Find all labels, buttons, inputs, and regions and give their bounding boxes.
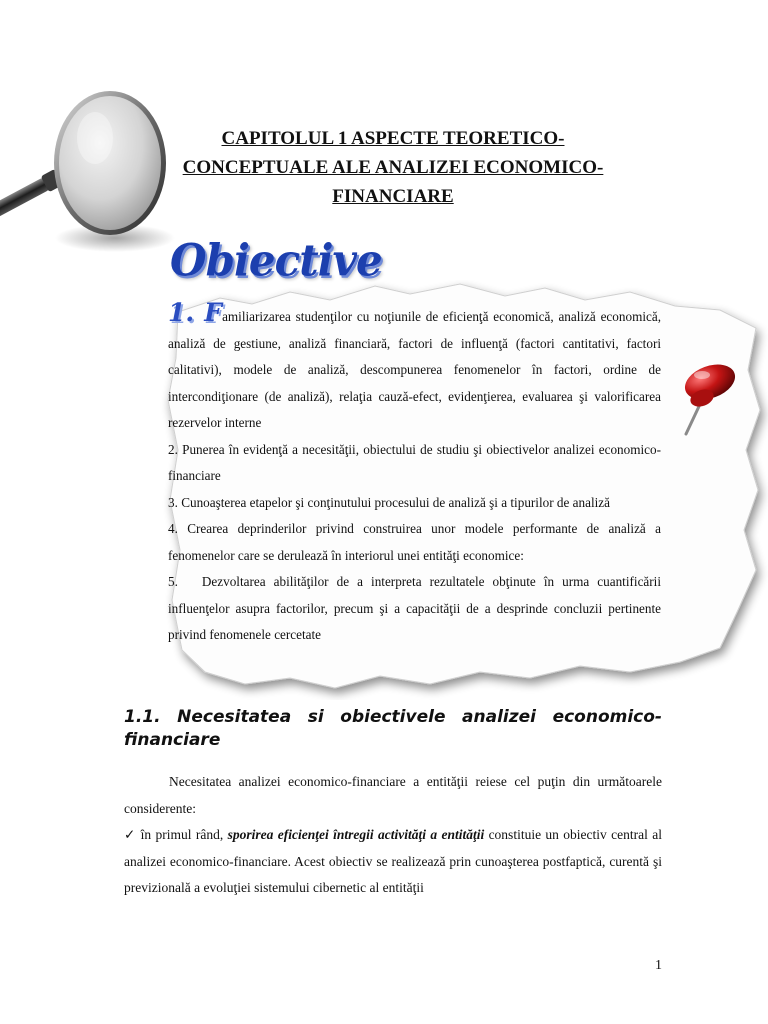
chapter-title-line3: FINANCIARE [332, 186, 454, 207]
section-heading: 1.1. Necesitatea si obiectivele analizei economico-financiare [124, 707, 662, 750]
objective-item-5-text: Dezvoltarea abilităţilor de a interpreta rezultatele obţinute în urma cuantificării influenţelor asupra factorilor, precum şi a capacităţii de a desprinde concluzii pertinente privind fenomenele cercetate [168, 574, 661, 642]
objective-item-1-number: 1. F [168, 298, 223, 327]
objectives-heading: Obiective [170, 234, 382, 287]
objectives-list [168, 298, 661, 649]
chapter-title [150, 124, 636, 211]
objective-item-2: 2. Punerea în evidenţă a necesităţii, obiectului de studiu şi obiectivelor analizei economico-financiare [168, 441, 661, 483]
chapter-title-line1: CAPITOLUL 1 ASPECTE TEORETICO- [221, 128, 565, 149]
magnifying-glass-icon [0, 88, 175, 258]
bullet-emphasis: sporirea eficienţei întregii activităţi a entităţii [227, 827, 485, 842]
chapter-title-line2: CONCEPTUALE ALE ANALIZEI ECONOMICO- [182, 157, 604, 178]
bullet-text-start: în primul rând, [136, 827, 228, 842]
push-pin-icon [672, 360, 742, 440]
section-intro-paragraph: Necesitatea analizei economico-financiare a entităţii reiese cel puţin din următoarele considerente: [124, 774, 662, 816]
objective-item-5-number: 5. [168, 574, 178, 589]
objective-item-3: 3. Cunoaşterea etapelor şi conţinutului procesului de analiză şi a tipurilor de analiză [168, 494, 610, 510]
page-number: 1 [655, 958, 662, 973]
section-bullet-paragraph [124, 822, 662, 902]
objective-item-1-text: amiliarizarea studenţilor cu noţiunile de eficienţă economică, analiză economică, analiză de gestiune, analiză financiară, factori de influenţă (factori cantitativi, factori calitativi), modele de analiză, descompunerea fenomenelor în factori, ordine de intercondiţionare (de analiză), relaţia cauză-efect, evidenţierea, evaluarea şi valorificarea rezervelor interne [168, 309, 661, 430]
check-icon: ✓ [124, 827, 137, 843]
objective-item-5 [168, 569, 661, 649]
objective-item-1 [168, 298, 661, 437]
bullet-text-end: constituie un obiectiv central al analizei economico-financiare. Acest obiectiv se realizează prin cunoaşterea postfaptică, curentă şi previzională a evoluţiei sistemului cibernetic al entităţii [124, 827, 662, 895]
objective-item-4: 4. Crearea deprinderilor privind construirea unor modele performante de analiză a fenomenelor care se derulează în interiorul unei entităţi economice: [168, 521, 661, 563]
